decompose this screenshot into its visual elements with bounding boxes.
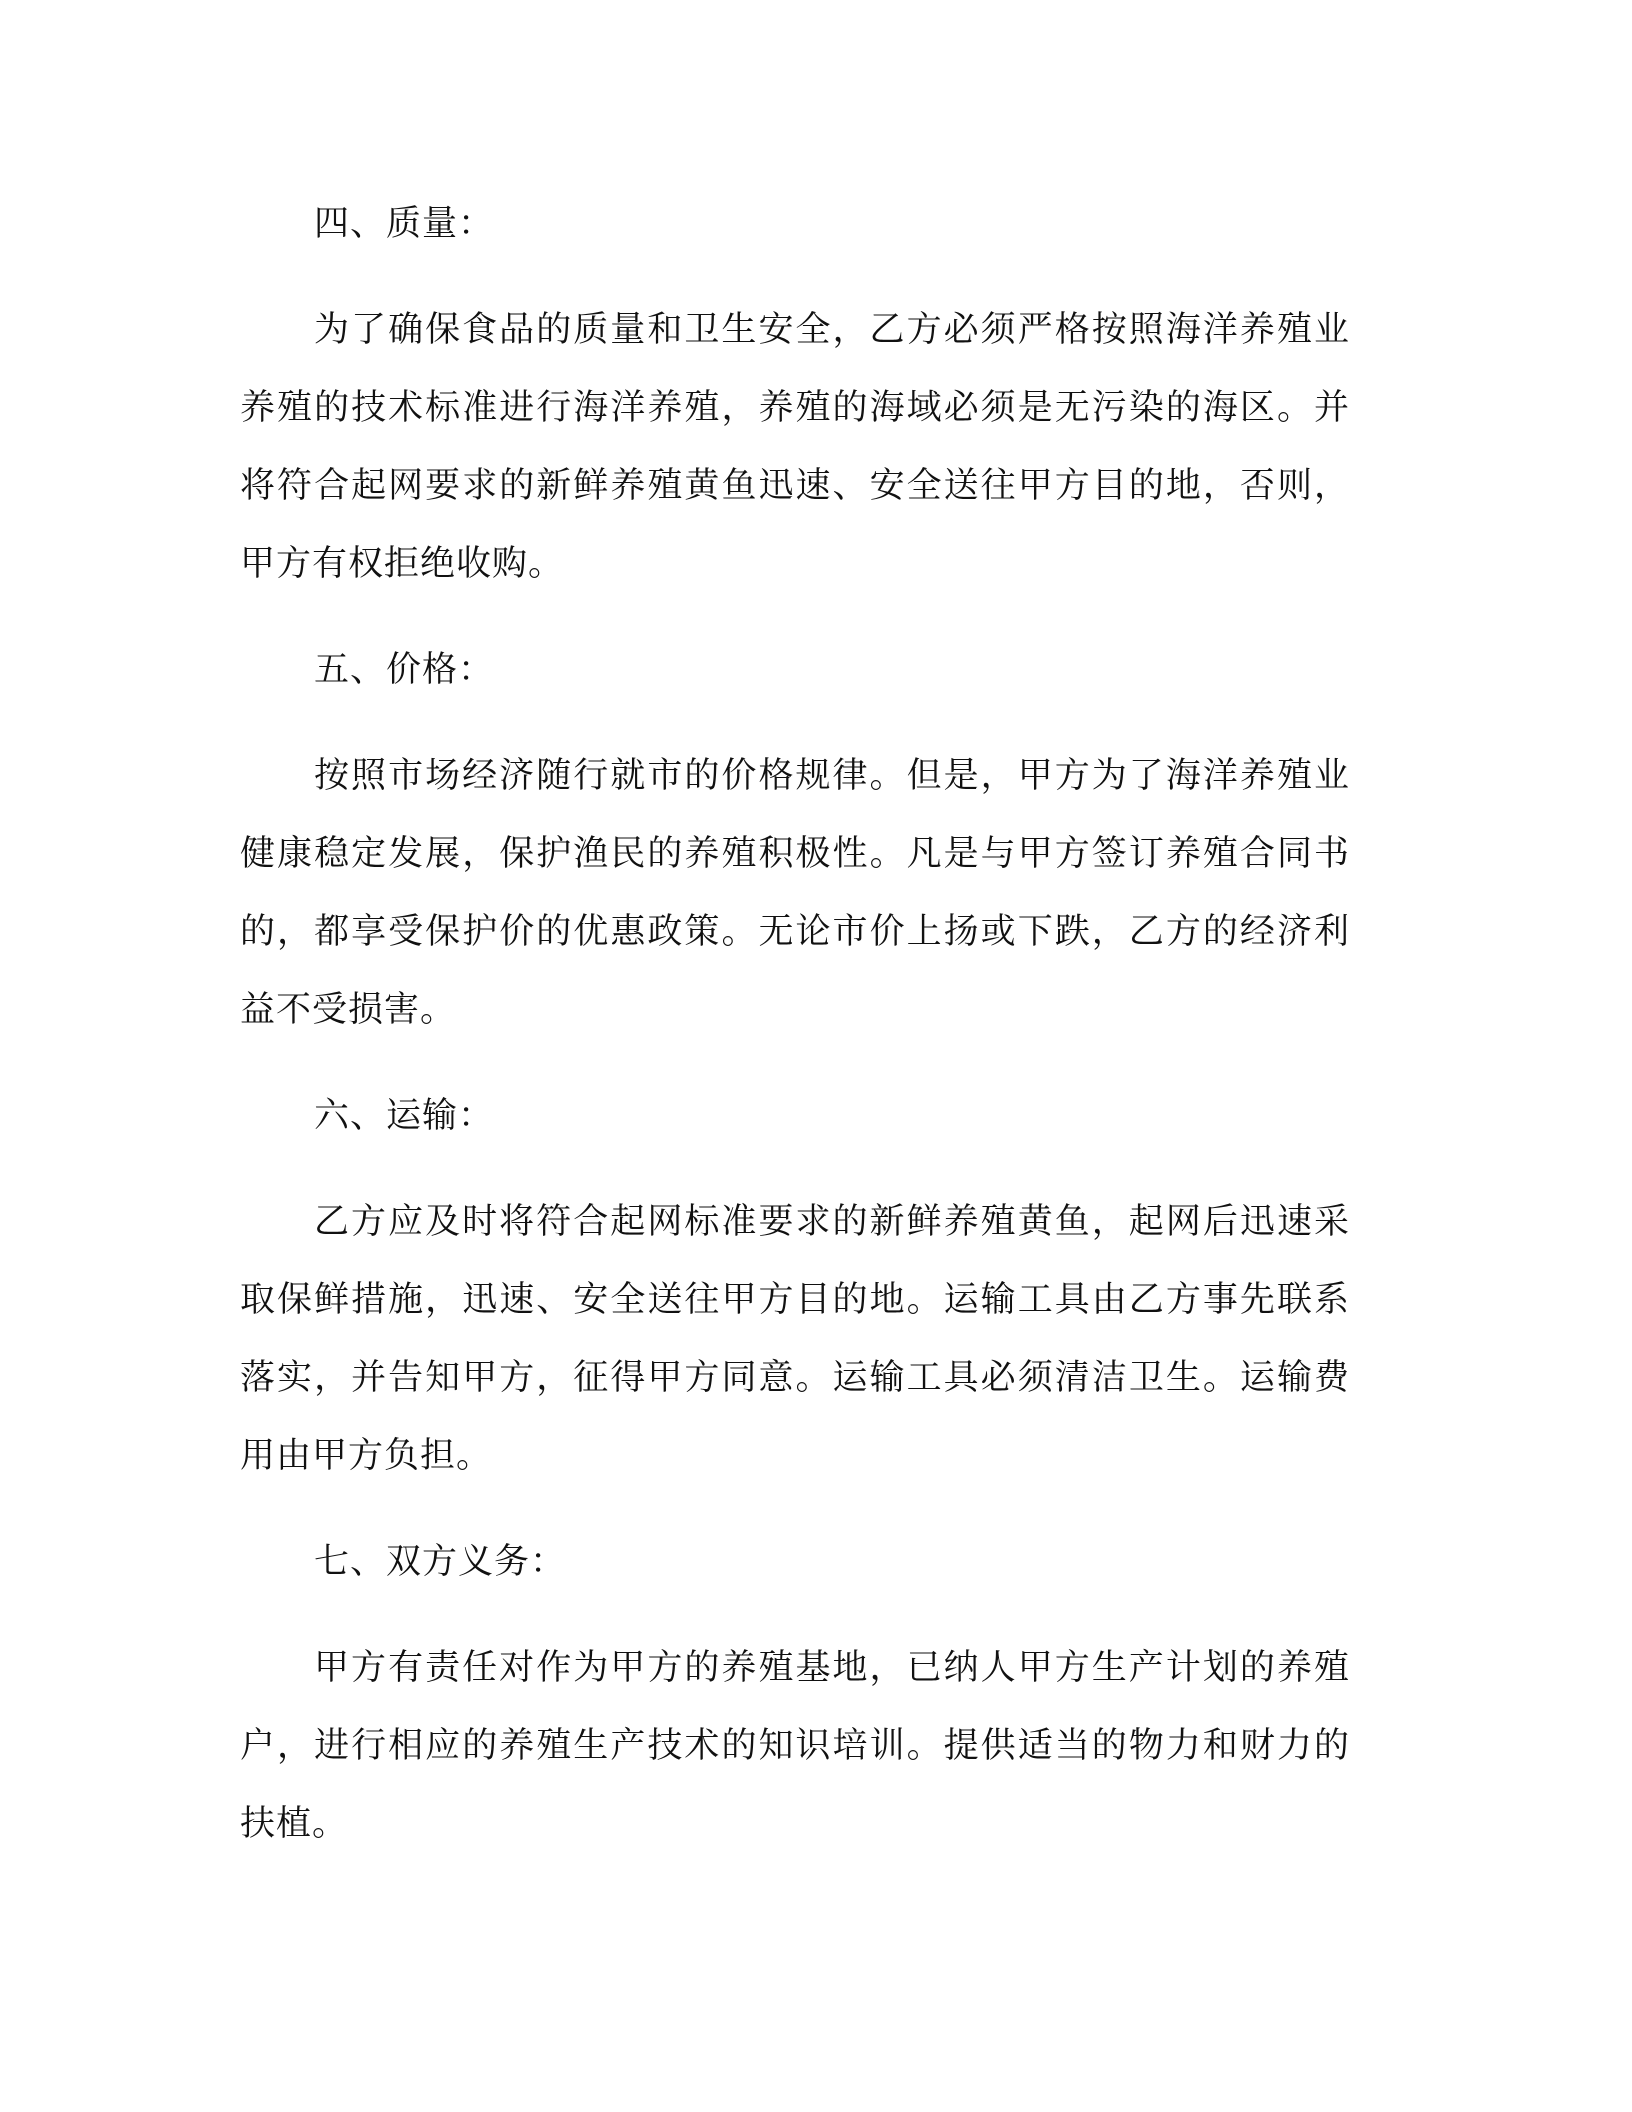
section-heading-obligations: 七、双方义务： bbox=[314, 1542, 567, 1582]
section-paragraph-price: 按照市场经济随行就市的价格规律。但是，甲方为了海洋养殖业健康稳定发展，保护渔民的养殖积极性。凡是与甲方签订养殖合同书的，都享受保护价的优惠政策。无论市价上扬或下跌，乙方的经济利益不受损害。 bbox=[240, 756, 1350, 1030]
section-paragraph-obligations: 甲方有责任对作为甲方的养殖基地，已纳人甲方生产计划的养殖户，进行相应的养殖生产技术的知识培训。提供适当的物力和财力的扶植。 bbox=[240, 1648, 1350, 1844]
section-heading-quality: 四、质量： bbox=[314, 204, 495, 244]
section-heading-transport: 六、运输： bbox=[314, 1096, 495, 1136]
document-body bbox=[240, 185, 1350, 1891]
section-heading-price: 五、价格： bbox=[314, 650, 495, 690]
section-paragraph-transport: 乙方应及时将符合起网标准要求的新鲜养殖黄鱼，起网后迅速采取保鲜措施，迅速、安全送往甲方目的地。运输工具由乙方事先联系落实，并告知甲方，征得甲方同意。运输工具必须清洁卫生。运输费用由甲方负担。 bbox=[240, 1202, 1350, 1476]
section-paragraph-quality: 为了确保食品的质量和卫生安全，乙方必须严格按照海洋养殖业养殖的技术标准进行海洋养殖，养殖的海域必须是无污染的海区。并将符合起网要求的新鲜养殖黄鱼迅速、安全送往甲方目的地，否则，甲方有权拒绝收购。 bbox=[240, 310, 1350, 584]
